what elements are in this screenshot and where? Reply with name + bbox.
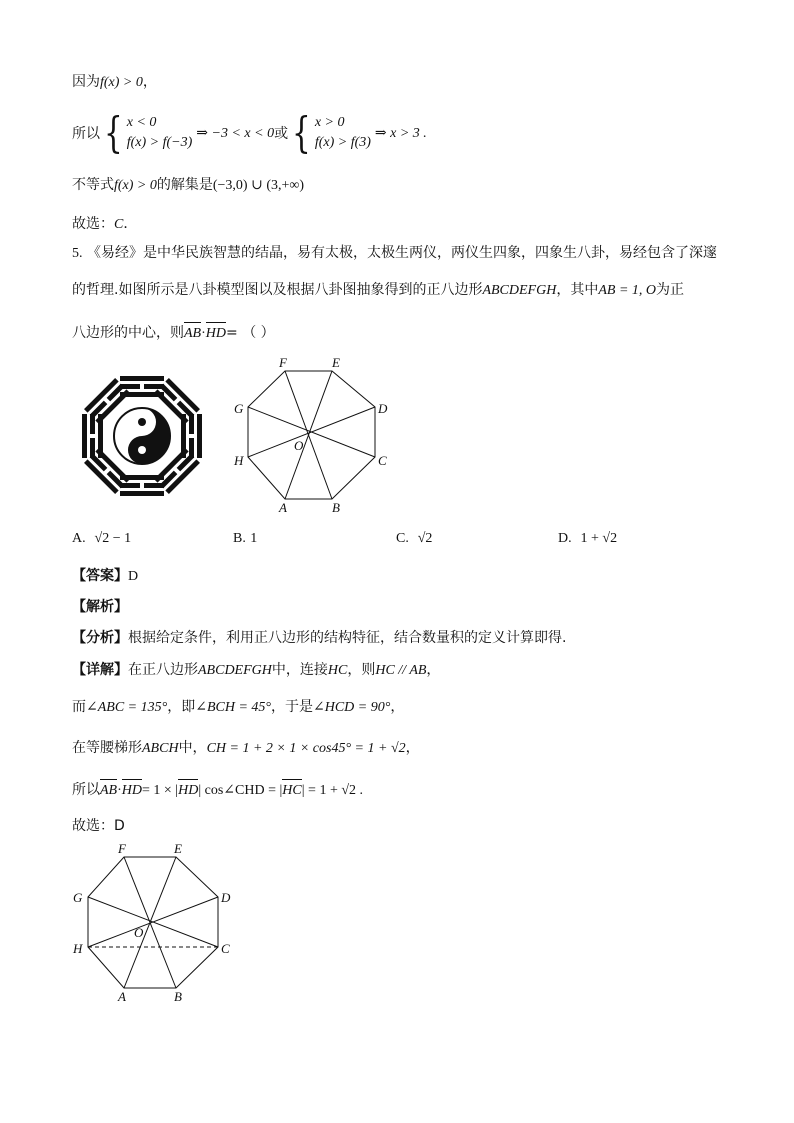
- choice-value: 1: [250, 531, 258, 546]
- choice-d[interactable]: [558, 530, 617, 547]
- analysis-line: [72, 597, 128, 617]
- math: f(x) > 0: [114, 178, 157, 193]
- label-d: D: [221, 890, 231, 905]
- text: 在等腰梯形: [72, 740, 142, 756]
- choice-label: B.: [233, 531, 246, 546]
- text: ，: [426, 662, 441, 678]
- bagua-figure: [72, 366, 212, 506]
- solution-set: (−3,0) ∪ (3,+∞): [212, 178, 305, 193]
- text: ，于是: [271, 699, 313, 715]
- vector-ab: AB: [100, 781, 117, 801]
- label-f: F: [279, 355, 287, 370]
- question-line-3: [72, 323, 275, 344]
- result-2: ⇒ x > 3 .: [374, 125, 427, 141]
- line-solution-set: [72, 175, 304, 196]
- text: 故选：: [72, 216, 114, 232]
- label-b: B: [332, 500, 340, 515]
- octagon-figure-with-hc: [68, 843, 238, 1008]
- text: 而: [72, 699, 86, 715]
- choice-value: √2 − 1: [94, 531, 132, 546]
- question-text: 的哲理.如图所示是八卦模型图以及根据八卦图抽象得到的正八边形: [72, 282, 483, 298]
- answer-line: [72, 566, 138, 587]
- system-2-top: x > 0: [314, 115, 345, 130]
- label-c: C: [378, 453, 387, 468]
- final-text: 故选：D: [72, 818, 125, 834]
- text: 所以: [72, 782, 100, 798]
- math: HC: [327, 663, 348, 678]
- system-1-bottom: f(x) > f(−3): [126, 135, 193, 150]
- text: 中，连接: [271, 662, 328, 678]
- answer-tag: 【答案】: [72, 568, 128, 584]
- math: | cos∠CHD = |: [198, 783, 283, 798]
- vector-hd: HD: [178, 781, 198, 801]
- text: ，: [142, 74, 157, 90]
- text: 中，: [178, 740, 207, 756]
- label-e: E: [332, 355, 340, 370]
- label-a: A: [118, 989, 126, 1004]
- choice-a[interactable]: [72, 530, 131, 547]
- question-text: ，其中: [556, 282, 599, 298]
- line-choose-c: [72, 214, 137, 235]
- question-number: 5.: [72, 246, 83, 261]
- question-text: 《易经》是中华民族智慧的结晶，易有太极，太极生两仪，两仪生四象，四象生八卦，易经包含了深邃: [86, 245, 717, 261]
- detail-tag: 【详解】: [72, 662, 128, 678]
- detail-line-3: [72, 738, 420, 759]
- label-b: B: [174, 989, 182, 1004]
- answer-value: D: [128, 569, 139, 584]
- math: HC // AB: [375, 663, 427, 678]
- final-line: [72, 816, 125, 836]
- math: ∠ABC = 135°: [86, 700, 168, 715]
- detail-line-1: [72, 660, 440, 681]
- text: ，: [390, 699, 405, 715]
- text: ，则: [347, 662, 376, 678]
- vector-hc: HC: [282, 781, 301, 801]
- text: 所以: [72, 126, 100, 142]
- line-f-positive: [72, 72, 157, 93]
- math: ∠BCH = 45°: [195, 700, 271, 715]
- text: 的解集是: [156, 177, 213, 193]
- octagon-name: ABCDEFGH: [482, 283, 557, 298]
- fenxi-tag: 【分析】: [72, 630, 128, 646]
- line-inequality-systems: [72, 108, 427, 157]
- system-2-bottom: f(x) > f(3): [314, 135, 371, 150]
- fenxi-text: 根据给定条件，利用正八边形的结构特征，结合数量积的定义计算即得.: [128, 630, 567, 646]
- text: 不等式: [72, 177, 114, 193]
- label-f: F: [118, 843, 126, 856]
- label-h: H: [234, 453, 244, 468]
- choice-label: D.: [558, 531, 572, 546]
- vector-ab: AB: [184, 324, 201, 344]
- octagon-figure: [232, 355, 392, 520]
- octagon-outline: [248, 371, 375, 499]
- or-text: 或: [274, 126, 289, 142]
- label-o: O: [294, 438, 304, 453]
- choice-label: A.: [72, 531, 86, 546]
- fenxi-line: [72, 628, 566, 648]
- dot: ·: [117, 783, 122, 798]
- text: 因为: [72, 74, 100, 90]
- label-e: E: [174, 843, 182, 856]
- choice-b[interactable]: [233, 530, 257, 547]
- math: | = 1 + √2 .: [301, 783, 364, 798]
- math: = 1 × |: [142, 783, 179, 798]
- text: ，: [405, 740, 420, 756]
- choice-value: 1 + √2: [580, 531, 618, 546]
- left-brace: {: [104, 108, 123, 157]
- label-g: G: [73, 890, 83, 905]
- condition: AB = 1, O: [598, 283, 657, 298]
- math: ∠HCD = 90°: [313, 700, 391, 715]
- choice-label: C.: [396, 531, 409, 546]
- question-text: = （ ）: [226, 325, 275, 341]
- vector-hd: HD: [122, 781, 142, 801]
- question-line-2: [72, 280, 684, 301]
- text: 在正八边形: [128, 662, 198, 678]
- detail-line-4: [72, 780, 363, 801]
- system-1: [127, 113, 193, 153]
- math: ABCH: [142, 741, 179, 756]
- label-a: A: [279, 500, 287, 515]
- detail-line-2: [72, 697, 404, 718]
- system-1-top: x < 0: [126, 115, 157, 130]
- analysis-tag: 【解析】: [72, 599, 128, 615]
- math: CH = 1 + 2 × 1 × cos45° = 1 + √2: [206, 741, 406, 756]
- choice-c[interactable]: [396, 530, 432, 547]
- math: ABCDEFGH: [198, 663, 272, 678]
- vector-hd: HD: [206, 324, 226, 344]
- label-o: O: [134, 925, 144, 940]
- choice-value: √2: [417, 531, 433, 546]
- left-brace: {: [292, 108, 311, 157]
- dot: ·: [201, 326, 206, 341]
- text: ．: [123, 216, 138, 232]
- question-text: 为正: [656, 282, 685, 298]
- answer-letter: C: [114, 217, 124, 232]
- system-2: [315, 113, 371, 153]
- yin-yang-icon: [114, 408, 170, 464]
- label-d: D: [378, 401, 388, 416]
- math: f(x) > 0: [100, 75, 143, 90]
- label-g: G: [234, 401, 244, 416]
- label-h: H: [73, 941, 83, 956]
- result-1: ⇒ −3 < x < 0: [196, 125, 275, 141]
- question-text: 八边形的中心，则: [72, 325, 184, 341]
- label-c: C: [221, 941, 230, 956]
- text: ，即: [167, 699, 196, 715]
- question-line-1: [72, 243, 717, 264]
